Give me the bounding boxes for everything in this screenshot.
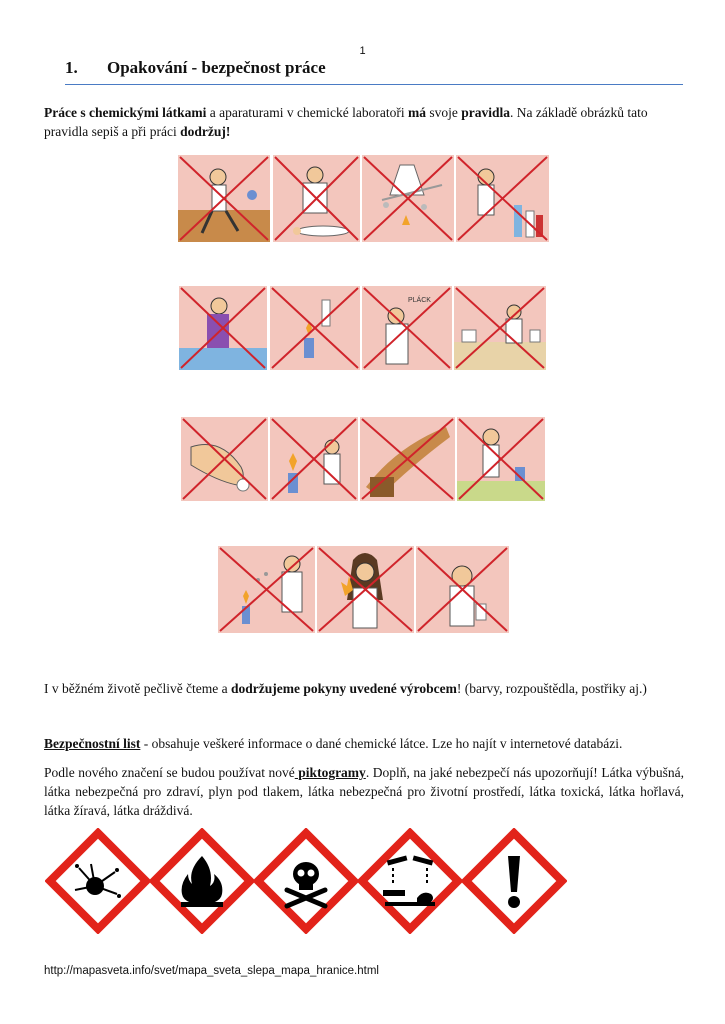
- illustration-running: [178, 155, 270, 242]
- intro-bold-1: Práce s chemickými látkami: [44, 105, 207, 120]
- safety-sheet-paragraph: [44, 734, 684, 753]
- intro-text-2: svoje: [426, 105, 462, 120]
- pictograms-text-2: . Doplň, na jaké nebezpečí nás upozorňují! Látka výbušná, látka nebezpečná pro zdraví, plyn pod tlakem, látka nebezpečná pro životní prostředí, látka toxická, látka hořlavá, látka žíravá, látka dráždivá.: [44, 765, 684, 818]
- illustration-splashing-glassware: [362, 155, 454, 242]
- exclamation-icon: [461, 828, 567, 934]
- intro-bold-4: dodržuj!: [180, 124, 231, 139]
- everyday-text-1: I v běžném životě pečlivě čteme a: [44, 681, 232, 696]
- corrosive-icon: [357, 828, 463, 934]
- illustration-drinking: [456, 155, 549, 242]
- illustration-smelling-directly: [416, 546, 509, 633]
- pictograms-term: piktogramy: [294, 765, 366, 780]
- plack-label: PLÁCK: [408, 297, 431, 304]
- flame-icon: [149, 828, 255, 934]
- explosive-icon: [45, 828, 151, 934]
- illustration-tasting: [457, 417, 545, 501]
- illustration-explosion: [362, 286, 452, 370]
- page-title: [65, 58, 683, 85]
- heading-number: 1.: [65, 58, 78, 77]
- illustration-burner-unattended: [270, 417, 358, 501]
- intro-bold-2: má: [408, 105, 426, 120]
- intro-text-3: . Na základě obrázků tato pravidla sepiš a při práci: [44, 105, 648, 139]
- intro-text-1: a aparaturami v chemické laboratoři: [206, 105, 408, 120]
- intro-bold-3: pravidla: [461, 105, 511, 120]
- page-number: 1: [359, 45, 366, 57]
- heading-title: Opakování - bezpečnost práce: [107, 58, 326, 77]
- illustration-spray-burner: [218, 546, 315, 633]
- illustration-pouring-sink: [360, 417, 455, 501]
- pictograms-paragraph: [44, 763, 684, 820]
- illustration-touching-face: [179, 286, 267, 370]
- illustration-messy-bench: [454, 286, 546, 370]
- safety-sheet-text: - obsahuje veškeré informace o dané chemické látce. Lze ho najít v internetové databázi.: [140, 736, 623, 751]
- skull-crossbones-icon: [253, 828, 359, 934]
- intro-paragraph: [44, 103, 684, 141]
- illustration-hair-fire: [317, 546, 414, 633]
- everyday-bold: dodržujeme pokyny uvedené výrobcem: [231, 681, 457, 696]
- footer-url: http://mapasveta.info/svet/mapa_sveta_slepa_mapa_hranice.html: [44, 965, 379, 977]
- pictograms-text-1: Podle nového značení se budou používat nové: [44, 765, 295, 780]
- everyday-text-2: ! (barvy, rozpouštědla, postřiky aj.): [456, 681, 647, 696]
- illustration-heating-tube: [270, 286, 360, 370]
- illustration-person-collapsed: [273, 155, 360, 242]
- everyday-paragraph: [44, 679, 684, 698]
- safety-sheet-term: Bezpečnostní list: [44, 736, 141, 751]
- illustration-hand-touching: [181, 417, 268, 501]
